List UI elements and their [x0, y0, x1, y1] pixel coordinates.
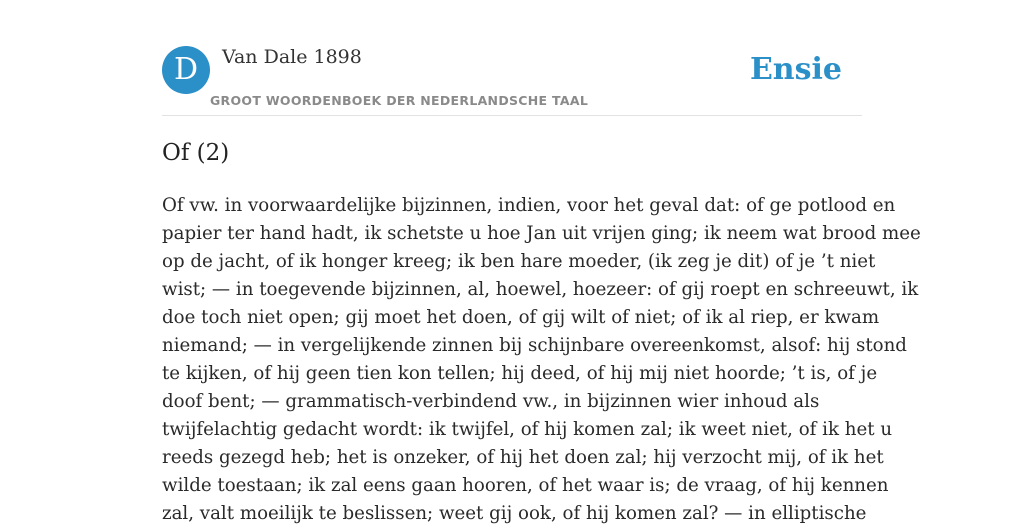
- site-header: [162, 46, 862, 116]
- ensie-brand-logo[interactable]: Ensie: [749, 52, 842, 87]
- dictionary-title[interactable]: Van Dale 1898: [222, 46, 362, 68]
- dictionary-subtitle: GROOT WOORDENBOEK DER NEDERLANDSCHE TAAL: [210, 93, 589, 108]
- definition-line: op de jacht, of ik honger kreeg; ik ben hare moeder, (ik zeg je dit) of je ’t niet: [162, 251, 876, 272]
- dictionary-logo-icon[interactable]: D: [162, 46, 210, 94]
- entry-definition: [162, 192, 921, 528]
- definition-line: te kijken, of hij geen tien kon tellen; hij deed, of hij mij niet hoorde; ’t is, of je: [162, 363, 878, 384]
- entry-title: Of (2): [162, 140, 230, 166]
- definition-line: papier ter hand hadt, ik schetste u hoe Jan uit vrijen ging; ik neem wat brood mee: [162, 223, 921, 244]
- definition-line: niemand; — in vergelijkende zinnen bij schijnbare overeenkomst, alsof: hij stond: [162, 335, 907, 356]
- definition-line: zal, valt moeilijk te beslissen; weet gij ook, of hij komen zal? — in elliptische: [162, 503, 867, 524]
- definition-line: doe toch niet open; gij moet het doen, of gij wilt of niet; of ik al riep, er kwam: [162, 307, 880, 328]
- header-divider: [162, 115, 862, 116]
- definition-line: wilde toestaan; ik zal eens gaan hooren, of het waar is; de vraag, of hij kennen: [162, 475, 889, 496]
- definition-line: wist; — in toegevende bijzinnen, al, hoewel, hoezeer: of gij roept en schreeuwt, ik: [162, 279, 919, 300]
- definition-line: doof bent; — grammatisch-verbindend vw., in bijzinnen wier inhoud als: [162, 391, 820, 412]
- definition-line: twijfelachtig gedacht wordt: ik twijfel, of hij komen zal; ik weet niet, of ik het u: [162, 419, 893, 440]
- definition-line: reeds gezegd heb; het is onzeker, of hij het doen zal; hij verzocht mij, of ik het: [162, 447, 884, 468]
- definition-line: Of vw. in voorwaardelijke bijzinnen, indien, voor het geval dat: of ge potlood en: [162, 195, 896, 216]
